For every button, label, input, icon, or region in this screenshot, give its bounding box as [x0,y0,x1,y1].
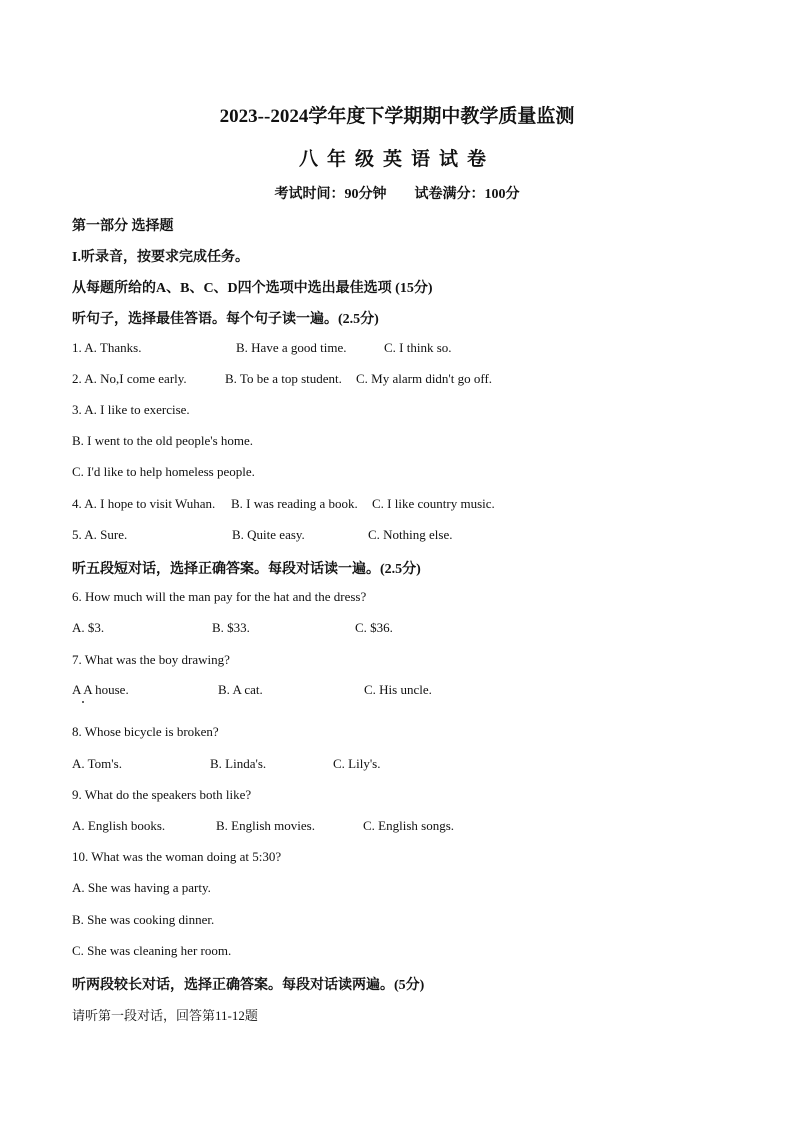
q2-option-c: C. My alarm didn't go off. [356,371,493,386]
q1-option-b: B. Have a good time. [236,340,347,355]
q2-option-b: B. To be a top student. [225,371,342,386]
q6-option-c: C. $36. [355,620,393,635]
exam-title: 2023--2024学年度下学期期中教学质量监测 [219,106,575,127]
q5-option-b: B. Quite easy. [232,527,305,542]
instruction-text: 从每题所给的A、B、C、D四个选项中选出最佳选项 (15分) [72,281,433,296]
section-b-heading: 听五段短对话，选择正确答案。每段对话读一遍。(2.5分) [72,562,421,577]
q9-option-b: B. English movies. [216,818,315,833]
q3-option-c: C. I'd like to help homeless people. [72,464,255,479]
q9-option-a: A. English books. [72,818,166,833]
q3-option-a: 3. A. I like to exercise. [72,402,190,417]
q6-stem: 6. How much will the man pay for the hat and the dress? [72,589,367,604]
section-c-heading: 听两段较长对话，选择正确答案。每段对话读两遍。(5分) [72,978,425,993]
q4-option-b: B. I was reading a book. [231,496,358,511]
exam-score: 试卷满分：100分 [414,187,520,202]
exam-info [0,183,794,203]
listening-heading: I.听录音，按要求完成任务。 [72,250,249,265]
exam-time: 考试时间：90分钟 [274,187,387,202]
section-c-note: 请听第一段对话，回答第11-12题 [72,1008,258,1023]
q1-option-a: 1. A. Thanks. [72,340,142,355]
q7-stem: 7. What was the boy drawing? [72,652,230,667]
q7-option-c: C. His uncle. [364,682,432,697]
q8-option-a: A. Tom's. [72,756,122,771]
part-heading: 第一部分 选择题 [72,219,174,234]
ink-dot [82,701,84,703]
q10-option-c: C. She was cleaning her room. [72,943,232,958]
q10-stem: 10. What was the woman doing at 5:30? [72,849,282,864]
q6-option-a: A. $3. [72,620,105,635]
exam-subtitle: 八年级英语试卷 [298,149,495,170]
q9-option-c: C. English songs. [363,818,455,833]
q1-option-c: C. I think so. [384,340,452,355]
section-a-heading: 听句子，选择最佳答语。每个句子读一遍。(2.5分) [72,312,379,327]
q5-option-c: C. Nothing else. [368,527,453,542]
q10-option-b: B. She was cooking dinner. [72,912,215,927]
q3-option-b: B. I went to the old people's home. [72,433,254,448]
q9-stem: 9. What do the speakers both like? [72,787,252,802]
q8-option-b: B. Linda's. [210,756,267,771]
q5-option-a: 5. A. Sure. [72,527,128,542]
q2-option-a: 2. A. No,I come early. [72,371,187,386]
q10-option-a: A. She was having a party. [72,880,211,895]
q7-option-b: B. A cat. [218,682,263,697]
q8-option-c: C. Lily's. [333,756,381,771]
q7-option-a: A A house. [72,682,129,697]
q4-option-c: C. I like country music. [372,496,495,511]
q8-stem: 8. Whose bicycle is broken? [72,724,219,739]
q6-option-b: B. $33. [212,620,250,635]
q4-option-a: 4. A. I hope to visit Wuhan. [72,496,216,511]
